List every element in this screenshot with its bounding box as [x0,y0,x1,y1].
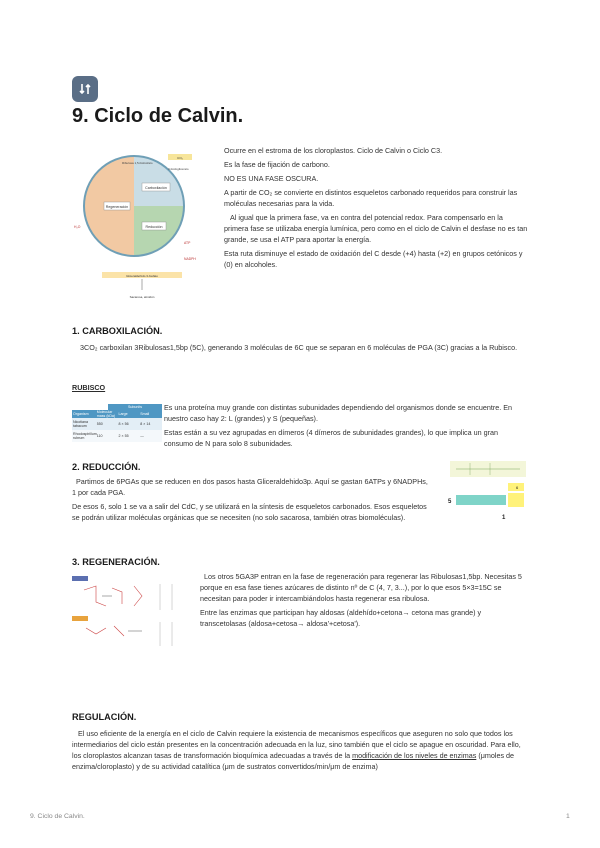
refresh-glyph [77,81,93,97]
table-group-header: Subunits [108,404,162,410]
regeneration-paragraph: Los otros 5GA3P entran en la fase de regeneración para regenerar las Ribulosas1,5bp. Necesitas 5 porque en esa fase tienes azúcares de distinto nº de C (4, 7, 3...), por lo que esos 5×3=15C se necesitan para poder ir intercambiándolos hasta regenerar esa ribulosa. [200,572,522,603]
regeneration-paragraph: Entre las enzimas que participan hay aldosas (aldehído+cetona→ cetona mas grande) y transcetolasas (aldosa+cetosa→ aldosa'+cetosa'). [200,608,482,628]
label-sucrose: Sacarosa, almidón [129,295,155,299]
regulation-text-part: El uso eficiente de la energía en el ciclo de Calvin requiere la existencia de mecanismos específicos que aseguren no solo que todos los intermediarios del ciclo están presentes en la concentración adecuada en la luz, sino también que el ciclo se apague en oscuridad. Para ello, los cloroplastos alcanzan tasas de transformación bioquímica adecuadas a través de la [72,729,521,760]
label-carboxylation: Carboxilación [145,186,167,190]
rubisco-text [164,402,528,452]
label-reduction: Reducción [145,225,163,229]
section-heading-reduction: 2. REDUCCIÓN. [72,462,141,472]
intro-paragraph: NO ES UNA FASE OSCURA. [224,174,319,183]
regulation-text [72,728,528,772]
table-cell: Rhodospirillum rubrum [73,432,97,440]
rubisco-table [72,404,162,454]
calvin-cycle-figure [72,148,222,306]
label-regeneration: Regeneración [105,205,129,209]
reduction-number: 6 [516,485,519,490]
reduction-paragraph: De esos 6, solo 1 se va a salir del CdC, y se utilizará en la síntesis de esqueletos carbonados. Esos esqueletos se podrán utilizar moléculas orgánicas que se necesiten (no solo sacarosa, también otras biomoléculas). [72,502,427,522]
rubisco-paragraph: Estas están a su vez agrupadas en dímeros (4 dímeros de subunidades grandes), lo que implica un gran consumo de N para solo 8 subunidades. [164,428,499,448]
table-cell: — [140,434,144,438]
label-ribulose: Ribulosa 1,5-bisfosfato [122,161,153,165]
intro-paragraph: A partir de CO₂ se convierte en distintos esqueletos carbonado requeridos para construir las moléculas necesarias para la vida. [224,188,518,208]
regeneration-figure [72,576,198,648]
intro-paragraph: Al igual que la primera fase, va en contra del potencial redox. Para compensarlo en la primera fase se utilizaba energía lumínica, pero como en el ciclo de Calvin el desfase no es tan grande, se usa el ATP para aportar la energía. [224,213,528,244]
reduction-paragraph: Partimos de 6PGAs que se reducen en dos pasos hasta Gliceraldehido3p. Aquí se gastan 6ATPs y 6NADPHs, 1 por cada PGA. [72,477,428,497]
reduction-number: 5 [448,499,452,505]
table-header-row [72,410,162,418]
table-header-cell: Large [118,412,128,416]
regeneration-text [200,571,528,632]
label-g3p: Gliceraldehído 3-fosfato [126,274,158,278]
intro-paragraph: Es la fase de fijación de carbono. [224,160,330,169]
table-header-cell: Small [140,412,150,416]
regulation-text-part: (μmoles de enzima/cloroplasto) y de su actividad catalítica (μm de sustratos convertidos/min/μm de enzima) [72,751,515,771]
table-row [72,418,162,430]
table-cell: 110 [96,434,103,438]
table-header-cell: Organism [73,412,89,416]
section-heading-regulation: REGULACIÓN. [72,712,137,722]
label-atp: ATP [184,241,191,245]
table-cell: Nicotiana tabacum [73,420,88,428]
intro-paragraph: Ocurre en el estroma de los cloroplastos. Ciclo de Calvin o Ciclo C3. [224,146,443,155]
page-number: 1 [566,813,570,820]
reduction-text [72,476,432,526]
table-cell: 2 × 55 [118,434,129,438]
intro-paragraph: Esta ruta disminuye el estado de oxidación del C desde (+4) hasta (+2) en grupos cetónicos y (0) en alcoholes. [224,249,523,269]
table-header-cell: Molecular mass (kDa) [96,410,116,418]
intro-text [224,145,528,273]
reduction-figure [446,459,528,521]
carboxylation-text: 3CO₂ carboxilan 3Ribulosas1,5bp (5C), generando 3 moléculas de 6C que se separan en 6 moléculas de PGA (3C) gracias a la Rubisco. [80,343,518,352]
label-co2: CO₂ [177,156,183,160]
enzyme-levels-link[interactable]: modificación de los niveles de enzimas [352,751,477,760]
label-nadph: NADPH [184,257,196,261]
section-heading-regeneration: 3. REGENERACIÓN. [72,557,160,567]
rubisco-paragraph: Es una proteína muy grande con distintas subunidades dependiendo del organismos donde se encuentre. En nuestro caso hay 2: L (grandes) y S (pequeñas). [164,403,513,423]
label-3pg: 3-fosfoglicerato [168,167,189,171]
footer-title: 9. Ciclo de Calvin. [30,813,85,820]
table-cell: 550 [96,422,103,426]
rubisco-subheading: RUBISCO [72,383,106,392]
section-heading-carboxylation: 1. CARBOXILACIÓN. [72,326,163,336]
table-row [72,430,162,442]
label-h2o: H₂O [74,225,81,229]
page-title: 9. Ciclo de Calvin. [72,105,244,127]
reduction-number: 1 [502,515,506,521]
refresh-cycle-icon [72,76,98,102]
table-cell: 8 × 56 [118,422,129,426]
table-cell: 8 × 14 [140,422,151,426]
